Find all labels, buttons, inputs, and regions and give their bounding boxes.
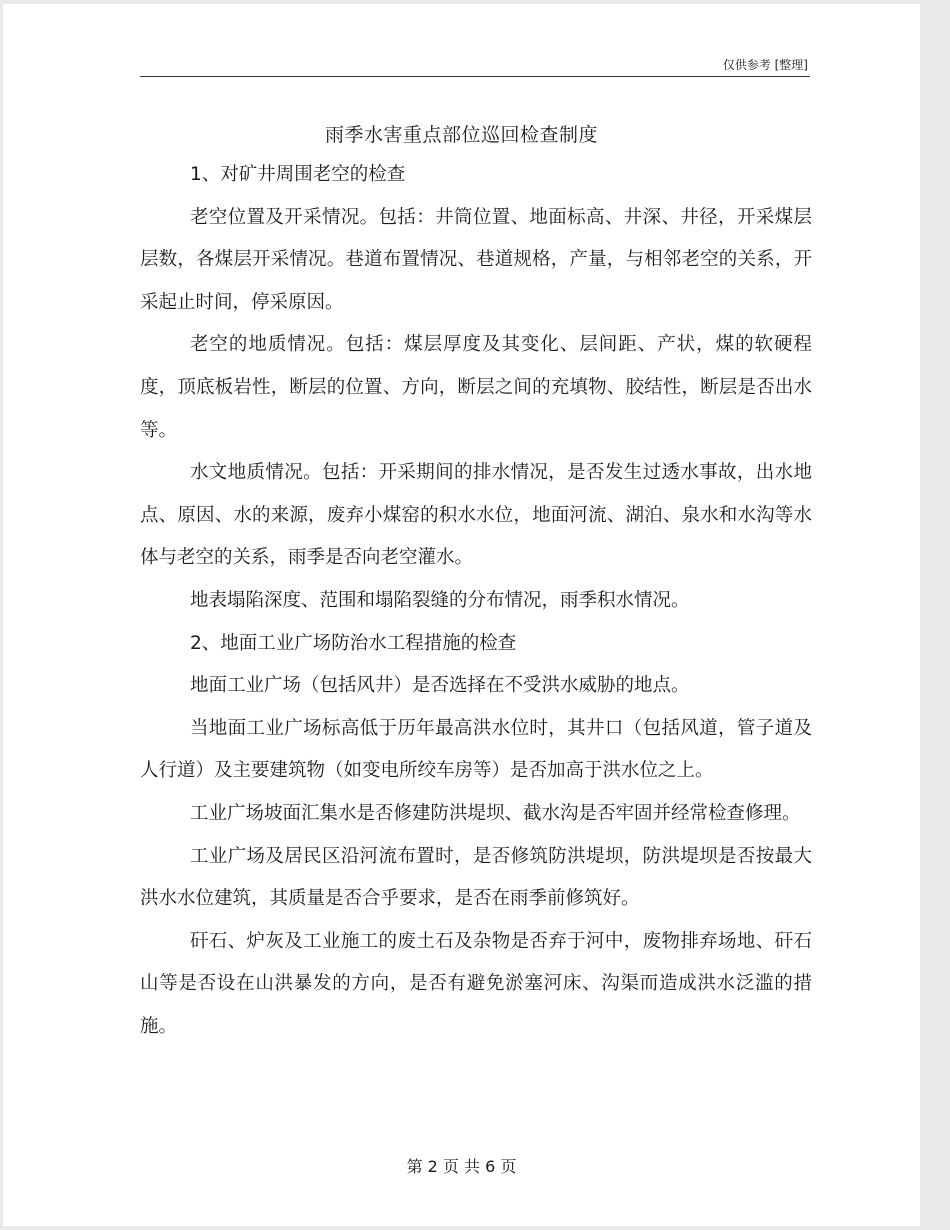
paragraph: 工业广场坡面汇集水是否修建防洪堤坝、截水沟是否牢固并经常检查修理。	[189, 802, 801, 824]
paragraph: 水文地质情况。包括：开采期间的排水情况，是否发生过透水事故，出水地点、原因、水的来源，废弃小煤窑的积水水位，地面河流、湖泊、泉水和水沟等水体与老空的关系，雨季是否向老空灌水。	[140, 462, 812, 569]
paragraph: 矸石、炉灰及工业施工的废土石及杂物是否弃于河中，废物排弃场地、矸石山等是否设在山洪暴发的方向，是否有避免淤塞河床、沟渠而造成洪水泛滥的措施。	[140, 930, 812, 1037]
section-heading-2: 2、地面工业广场防治水工程措施的检查	[189, 632, 517, 654]
document-page	[3, 4, 920, 1226]
paragraph: 地面工业广场（包括风井）是否选择在不受洪水威胁的地点。	[189, 675, 690, 697]
paragraph: 当地面工业广场标高低于历年最高洪水位时，其井口（包括风道，管子道及人行道）及主要建筑物（如变电所绞车房等）是否加高于洪水位之上。	[140, 717, 812, 782]
paragraph: 工业广场及居民区沿河流布置时，是否修筑防洪堤坝，防洪堤坝是否按最大洪水水位建筑，其质量是否合乎要求，是否在雨季前修筑好。	[140, 845, 812, 910]
paragraph: 老空的地质情况。包括：煤层厚度及其变化、层间距、产状，煤的软硬程度，顶底板岩性，断层的位置、方向，断层之间的充填物、胶结性，断层是否出水等。	[140, 334, 812, 441]
paragraph: 地表塌陷深度、范围和塌陷裂缝的分布情况，雨季积水情况。	[189, 589, 690, 611]
header-note: 仅供参考 [整理]	[722, 58, 808, 72]
paragraph: 老空位置及开采情况。包括：井筒位置、地面标高、井深、井径，开采煤层层数，各煤层开采情况。巷道布置情况、巷道规格，产量，与相邻老空的关系，开采起止时间，停采原因。	[140, 206, 812, 313]
header-rule	[140, 76, 810, 77]
section-heading-1: 1、对矿井周围老空的检查	[189, 164, 406, 185]
page-footer: 第 2 页 共 6 页	[406, 1157, 517, 1176]
document-title: 雨季水害重点部位巡回检查制度	[324, 124, 598, 146]
document-body	[140, 154, 812, 1048]
